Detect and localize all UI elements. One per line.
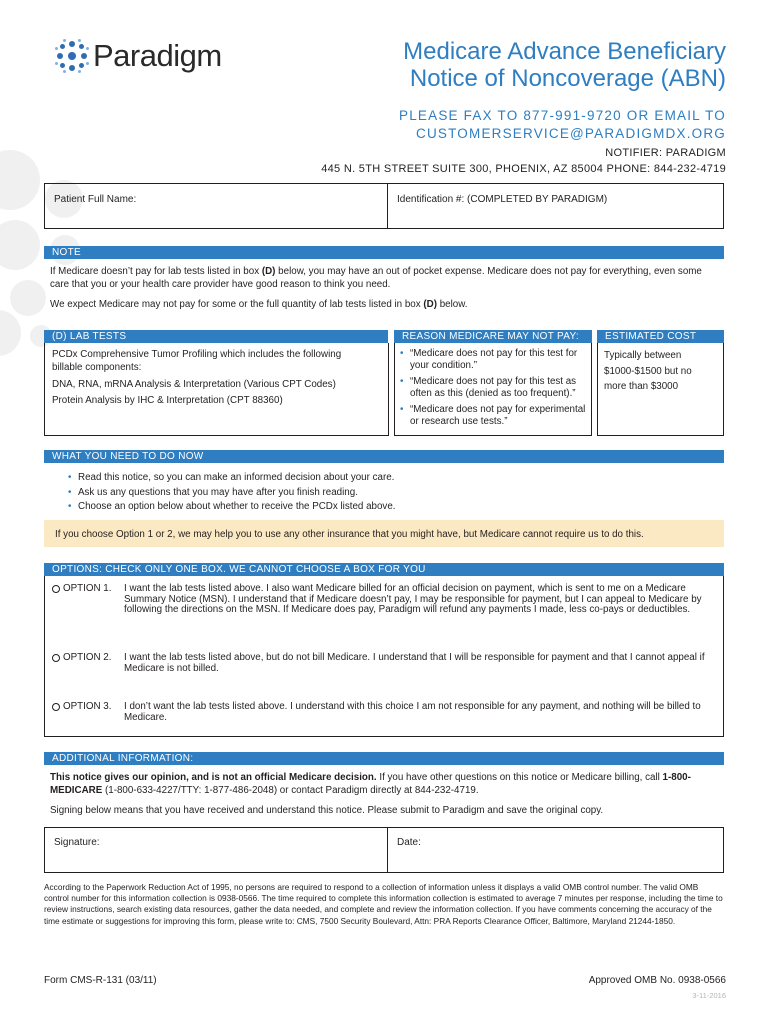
- reason-item: • “Medicare does not pay for experimental or research use tests.”: [400, 404, 588, 427]
- logo-wordmark: Paradigm: [93, 38, 222, 73]
- test-intro: PCDx Comprehensive Tumor Profiling which includes the following billable components:: [52, 349, 342, 373]
- lab-tests-heading: (D) LAB TESTS: [44, 330, 388, 343]
- option-3-text: I don’t want the lab tests listed above. I understand with this choice I am not responsible for any payment, and nothing will be billed to Medicare.: [124, 701, 701, 723]
- option-2-text: I want the lab tests listed above, but do not bill Medicare. I understand that I will be responsible for payment and that I cannot appeal if Medicare is not billed.: [124, 652, 705, 674]
- paperwork-reduction-notice: According to the Paperwork Reduction Act of 1995, no persons are required to respond to a collection of information unless it displays a valid OMB control number. The valid OMB control number for this information collection is 0938-0566. The time required to complete this information collection is estimated to average 7 minutes per response, including the time to review instructions, search existing data resources, gather the data needed, and complete and review the information collection. If you have comments concerning the accuracy of the time estimate or suggestions for improving this form, please write to: CMS, 7500 Security Boulevard, Attn: PRA Reports Clearance Officer, Baltimore, Maryland 21244-1850.: [44, 882, 723, 926]
- identification-label: Identification #: (COMPLETED BY PARADIGM): [397, 194, 608, 205]
- estimated-cost-cell: [597, 343, 724, 436]
- signature-label: Signature:: [54, 837, 100, 848]
- signature-field[interactable]: [45, 828, 388, 872]
- signature-box: [44, 827, 724, 873]
- notifier-name: NOTIFIER: PARADIGM: [605, 147, 726, 159]
- test-item-dna-rna: DNA, RNA, mRNA Analysis & Interpretation (Various CPT Codes): [52, 379, 336, 390]
- insurance-note: If you choose Option 1 or 2, we may help you to use any other insurance that you might have, but Medicare cannot require us to do this.: [44, 520, 724, 547]
- todo-item: • Choose an option below about whether to receive the PCDx listed above.: [68, 500, 708, 515]
- patient-info-box: [44, 183, 724, 229]
- option-3-radio[interactable]: [52, 703, 60, 711]
- form-number: Form CMS-R-131 (03/11): [44, 975, 157, 986]
- option-2[interactable]: OPTION 2. I want the lab tests listed above, but do not bill Medicare. I understand that I will be responsible for payment and that I cannot appeal if Medicare is not billed.: [52, 653, 712, 674]
- fax-email-instructions: PLEASE FAX TO 877-991-9720 OR EMAIL TO CUSTOMERSERVICE@PARADIGMDX.ORG: [399, 108, 726, 141]
- patient-name-label: Patient Full Name:: [54, 194, 137, 205]
- lab-tests-cell: [44, 343, 389, 436]
- option-1-text: I want the lab tests listed above. I also want Medicare billed for an official decision on payment, which is sent to me on a Medicare Summary Notice (MSN). I understand that if Medicare doesn’t pay, I may be responsible for payment, but I can appeal to Medicare by following the directions on the MSN. If Medicare does pay, Paradigm will refund any payments I made, less co-pays or deductibles.: [124, 583, 702, 615]
- revision-date: 3-11-2016: [692, 991, 726, 1000]
- note-heading: NOTE: [44, 246, 724, 259]
- notifier-address: 445 N. 5TH STREET SUITE 300, PHOENIX, AZ 85004 PHONE: 844-232-4719: [321, 163, 726, 175]
- patient-name-field[interactable]: [45, 184, 388, 228]
- test-item-protein: Protein Analysis by IHC & Interpretation (CPT 88360): [52, 395, 283, 406]
- what-to-do-list: [68, 471, 708, 515]
- additional-paragraph-1: This notice gives our opinion, and is not an official Medicare decision. If you have other questions on this notice or Medicare billing, call 1-800-MEDICARE (1-800-633-4227/TTY: 1-877-486-2048) or contact Paradigm directly at 844-232-4719.: [50, 772, 691, 796]
- additional-info-heading: ADDITIONAL INFORMATION:: [44, 752, 724, 765]
- reason-cell: [394, 343, 592, 436]
- paradigm-logo: [55, 38, 222, 74]
- reason-list: [400, 348, 588, 427]
- options-heading: OPTIONS: CHECK ONLY ONE BOX. WE CANNOT CHOOSE A BOX FOR YOU: [44, 563, 724, 576]
- option-2-radio[interactable]: [52, 654, 60, 662]
- note-paragraph-1: If Medicare doesn’t pay for lab tests listed in box (D) below, you may have an out of pocket expense. Medicare does not pay for everything, even some care that you or your health care provider have good reason to think you need.: [50, 266, 702, 290]
- what-to-do-heading: WHAT YOU NEED TO DO NOW: [44, 450, 724, 463]
- option-1[interactable]: OPTION 1. I want the lab tests listed above. I also want Medicare billed for an official decision on payment, which is sent to me on a Medicare Summary Notice (MSN). I understand that if Medicare doesn’t pay, I may be responsible for payment, but I can appeal to Medicare by following the directions on the MSN. If Medicare does pay, Paradigm will refund any payments I made, less co-pays or deductibles.: [52, 584, 712, 616]
- paradigm-logo-icon: [55, 39, 89, 73]
- estimated-cost-value: Typically between $1000-$1500 but no more than $3000: [604, 350, 692, 392]
- reason-item: • “Medicare does not pay for this test for your condition.”: [400, 348, 588, 371]
- option-1-radio[interactable]: [52, 585, 60, 593]
- lab-tests-table: [44, 330, 724, 436]
- estimated-cost-heading: ESTIMATED COST: [597, 330, 724, 343]
- identification-field: [388, 184, 723, 228]
- additional-paragraph-2: Signing below means that you have received and understand this notice. Please submit to Paradigm and save the original copy.: [50, 805, 604, 816]
- option-3[interactable]: OPTION 3. I don’t want the lab tests listed above. I understand with this choice I am not responsible for any payment, and nothing will be billed to Medicare.: [52, 702, 712, 723]
- form-title: Medicare Advance Beneficiary Notice of Noncoverage (ABN): [403, 38, 726, 92]
- notifier-block: [206, 145, 726, 177]
- date-field[interactable]: [388, 828, 723, 872]
- todo-item: • Ask us any questions that you may have after you finish reading.: [68, 486, 708, 501]
- date-label: Date:: [397, 837, 421, 848]
- reason-heading: REASON MEDICARE MAY NOT PAY:: [394, 330, 592, 343]
- todo-item: • Read this notice, so you can make an informed decision about your care.: [68, 471, 708, 486]
- omb-number: Approved OMB No. 0938-0566: [588, 975, 726, 986]
- note-paragraph-2: We expect Medicare may not pay for some or the full quantity of lab tests listed in box (D) below.: [50, 299, 468, 310]
- reason-item: • “Medicare does not pay for this test as often as this (denied as too frequent).”: [400, 376, 588, 399]
